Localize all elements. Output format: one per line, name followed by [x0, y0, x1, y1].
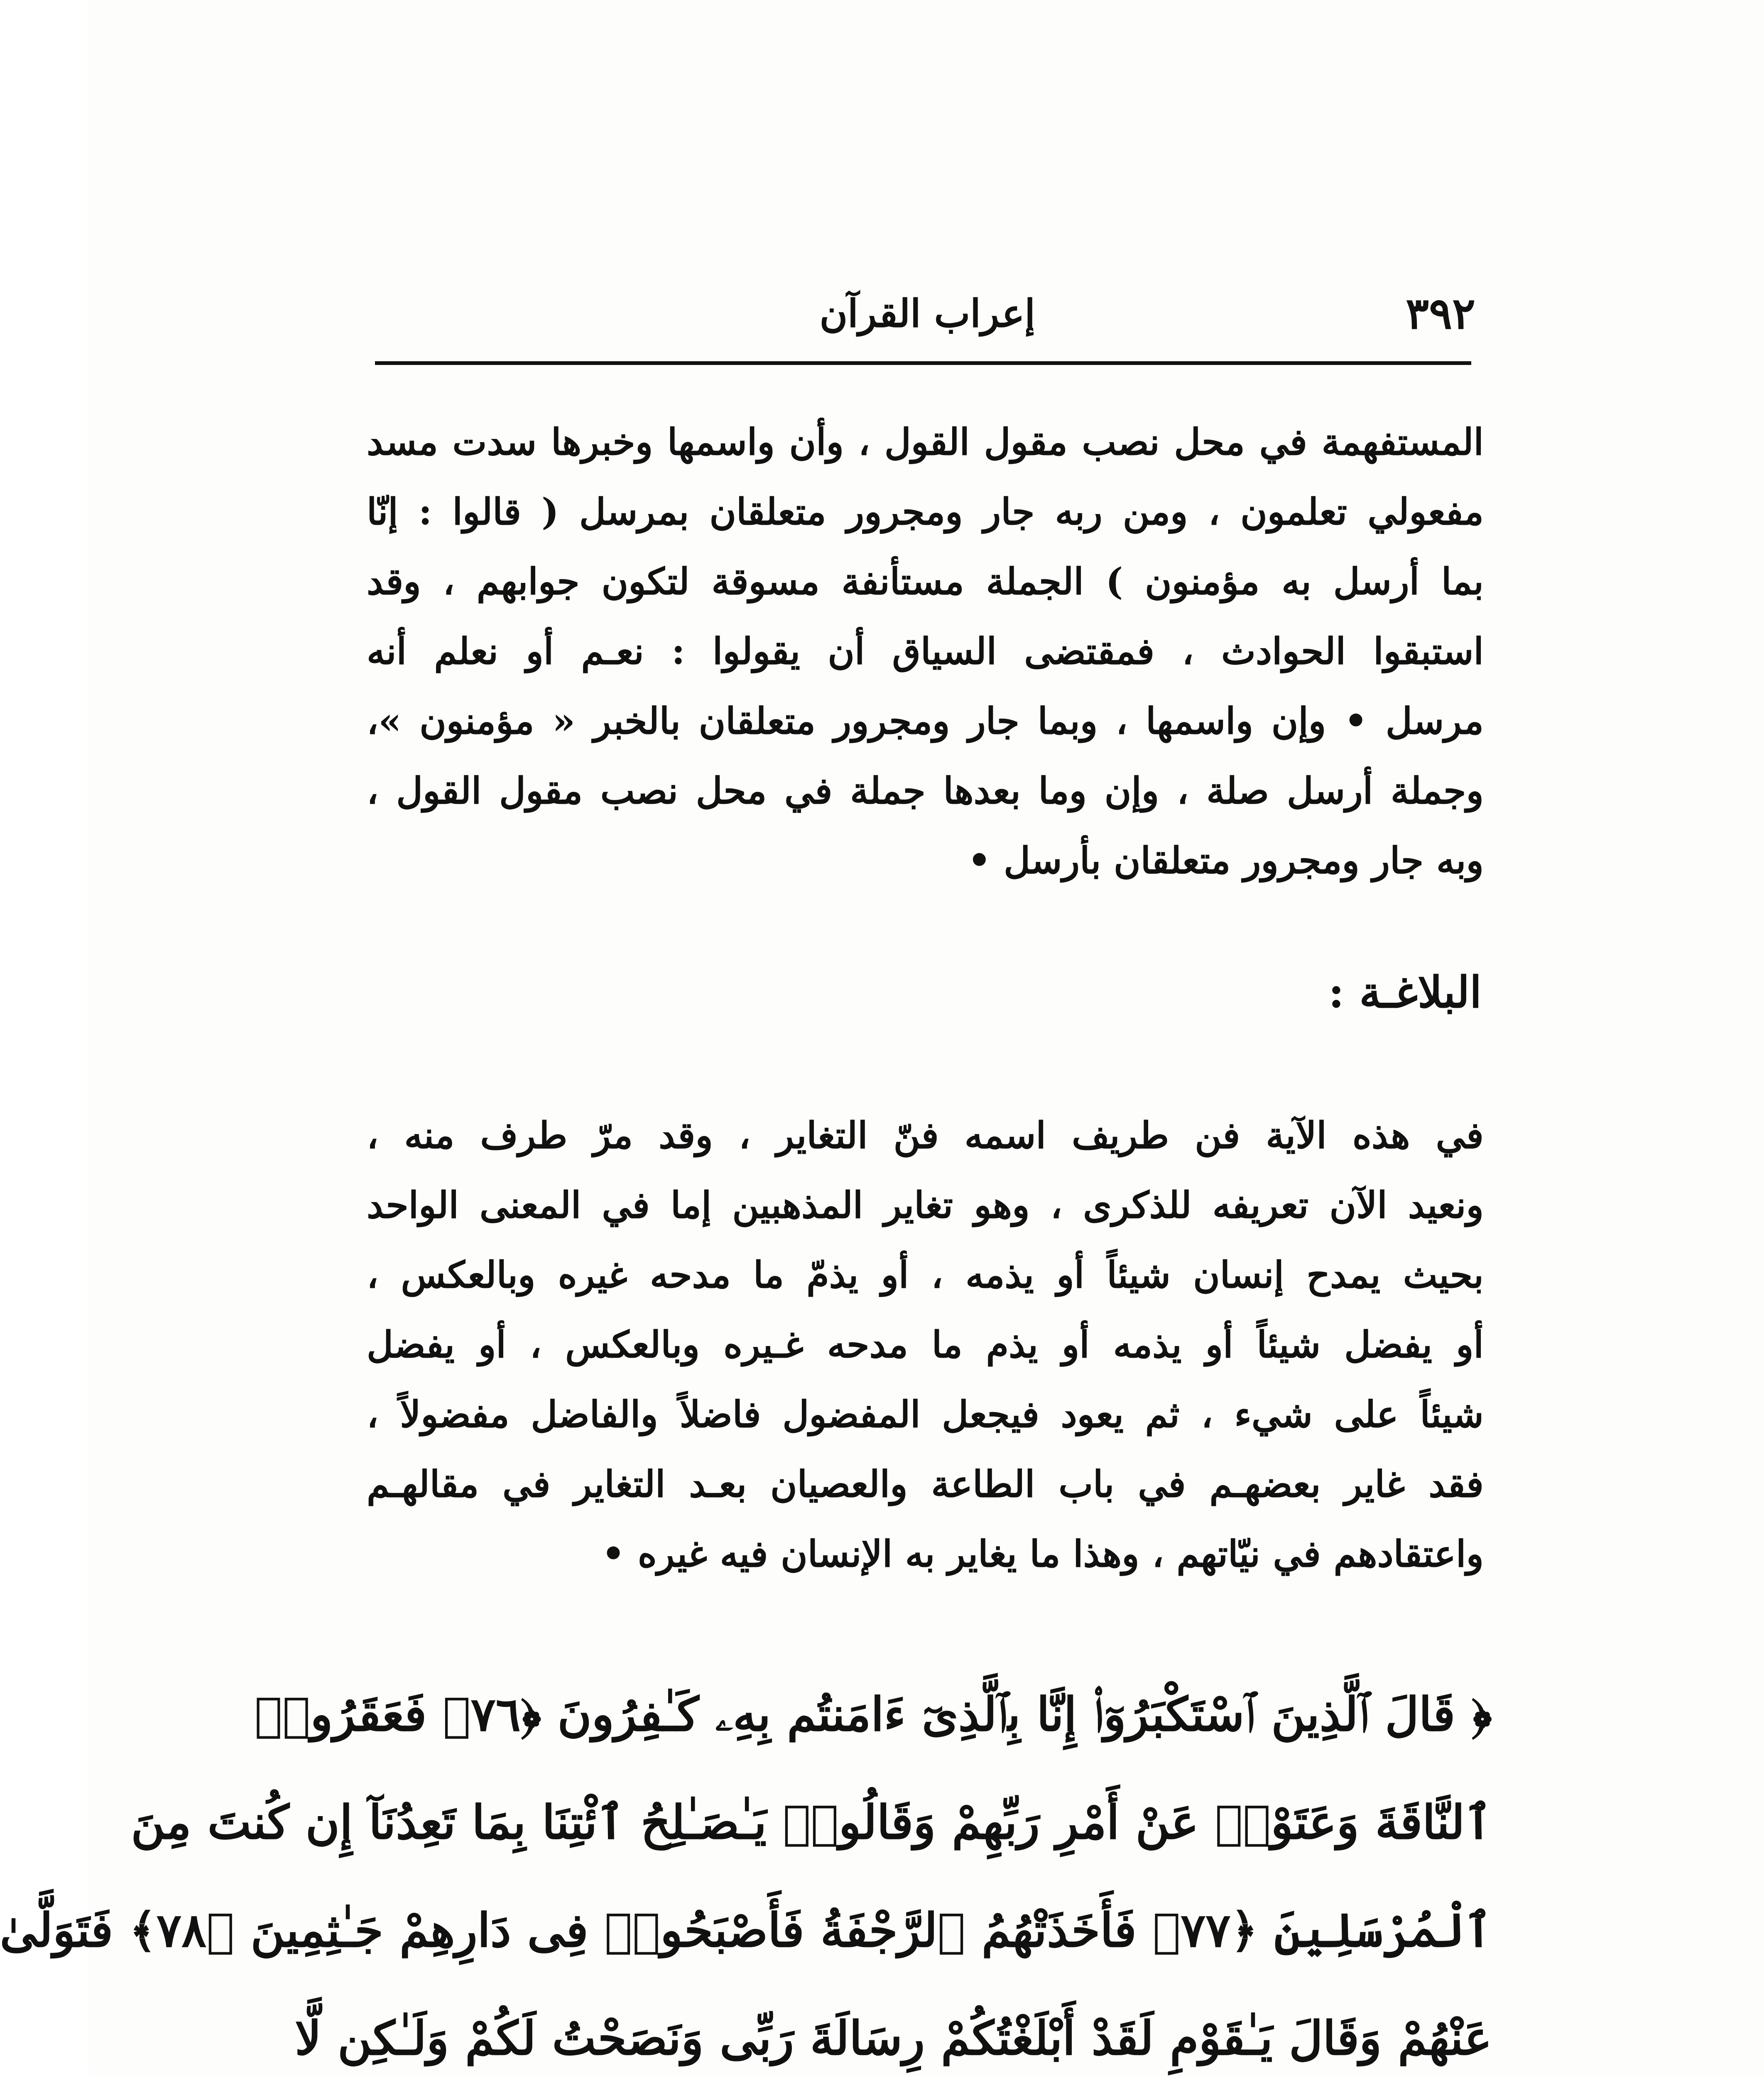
- text-line: ونعيد الآن تعريفه للذكرى ، وهو تغاير المذهبين إما في المعنى الواحد: [367, 1183, 1484, 1227]
- text-line: أو يفضل شيئاً أو يذمه أو يذم ما مدحه غـيره وبالعكس ، أو يفضل: [367, 1323, 1484, 1366]
- text-line: شيئاً على شيء ، ثم يعود فيجعل المفضول فاضلاً والفاضل مفضولاً ،: [367, 1393, 1484, 1436]
- grammar-paragraph: [367, 407, 1484, 895]
- text-line: استبقوا الحوادث ، فمقتضى السياق أن يقولوا : نعـم أو نعلم أنه: [367, 629, 1484, 673]
- book-title: إعراب القرآن: [819, 291, 1035, 336]
- running-head: [371, 282, 1475, 345]
- verse-line: ٱلنَّاقَةَ وَعَتَوْا۟ عَنْ أَمْرِ رَبِّهِمْ وَقَالُوا۟ يَـٰصَـٰلِحُ ٱئْتِنَا بِمَا تَعِدُنَآ إِن كُنتَ مِنَ: [131, 1795, 1492, 1850]
- page-number: ٣٩٢: [1406, 288, 1475, 339]
- text-line: المستفهمة في محل نصب مقول القول ، وأن واسمها وخبرها سدت مسد: [367, 420, 1484, 463]
- header-rule: [375, 361, 1471, 365]
- text-line: مفعولي تعلمون ، ومن ربه جار ومجرور متعلقان بمرسل ( قالوا : إنّا: [367, 490, 1484, 533]
- text-line: وبه جار ومجرور متعلقان بأرسل •: [968, 839, 1484, 882]
- text-line: مرسل • وإن واسمها ، وبما جار ومجرور متعلقان بالخبر « مؤمنون »،: [367, 699, 1484, 742]
- section-heading: البلاغـة :: [1328, 967, 1482, 1018]
- verse-line: ﴿ قَالَ ٱلَّذِينَ ٱسْتَكْبَرُوٓا۟ إِنَّا بِٱلَّذِىٓ ءَامَنتُم بِهِۦ كَـٰفِرُونَ ﴿٧٦﴾ فَعَقَرُوا۟: [254, 1687, 1492, 1742]
- text-line: بما أرسل به مؤمنون ) الجملة مستأنفة مسوقة لتكون جوابهم ، وقد: [367, 560, 1484, 603]
- verse-line: ٱلْمُرْسَلِينَ ﴿٧٧﴾ فَأَخَذَتْهُمُ ٱلرَّجْفَةُ فَأَصْبَحُوا۟ فِى دَارِهِمْ جَـٰثِمِينَ ﴿٧٨﴾ فَتَوَلَّىٰ: [0, 1903, 1492, 1958]
- rhetoric-paragraph: [367, 1100, 1484, 1589]
- text-line: فقد غاير بعضهـم في باب الطاعة والعصيان بعـد التغاير في مقالهـم: [367, 1462, 1484, 1506]
- text-line: وجملة أرسل صلة ، وإن وما بعدها جملة في محل نصب مقول القول ،: [367, 769, 1484, 812]
- verse-line: عَنْهُمْ وَقَالَ يَـٰقَوْمِ لَقَدْ أَبْلَغْتُكُمْ رِسَالَةَ رَبِّى وَنَصَحْتُ لَكُمْ وَلَـٰكِن لَّا: [295, 2011, 1492, 2066]
- quran-verses: [0, 1661, 1492, 2076]
- text-line: بحيث يمدح إنسان شيئاً أو يذمه ، أو يذمّ ما مدحه غيره وبالعكس ،: [367, 1253, 1484, 1296]
- text-line: في هذه الآية فن طريف اسمه فنّ التغاير ، وقد مرّ طرف منه ،: [367, 1114, 1484, 1157]
- text-line: واعتقادهم في نيّاتهم ، وهذا ما يغاير به الإنسان فيه غيره •: [601, 1532, 1484, 1575]
